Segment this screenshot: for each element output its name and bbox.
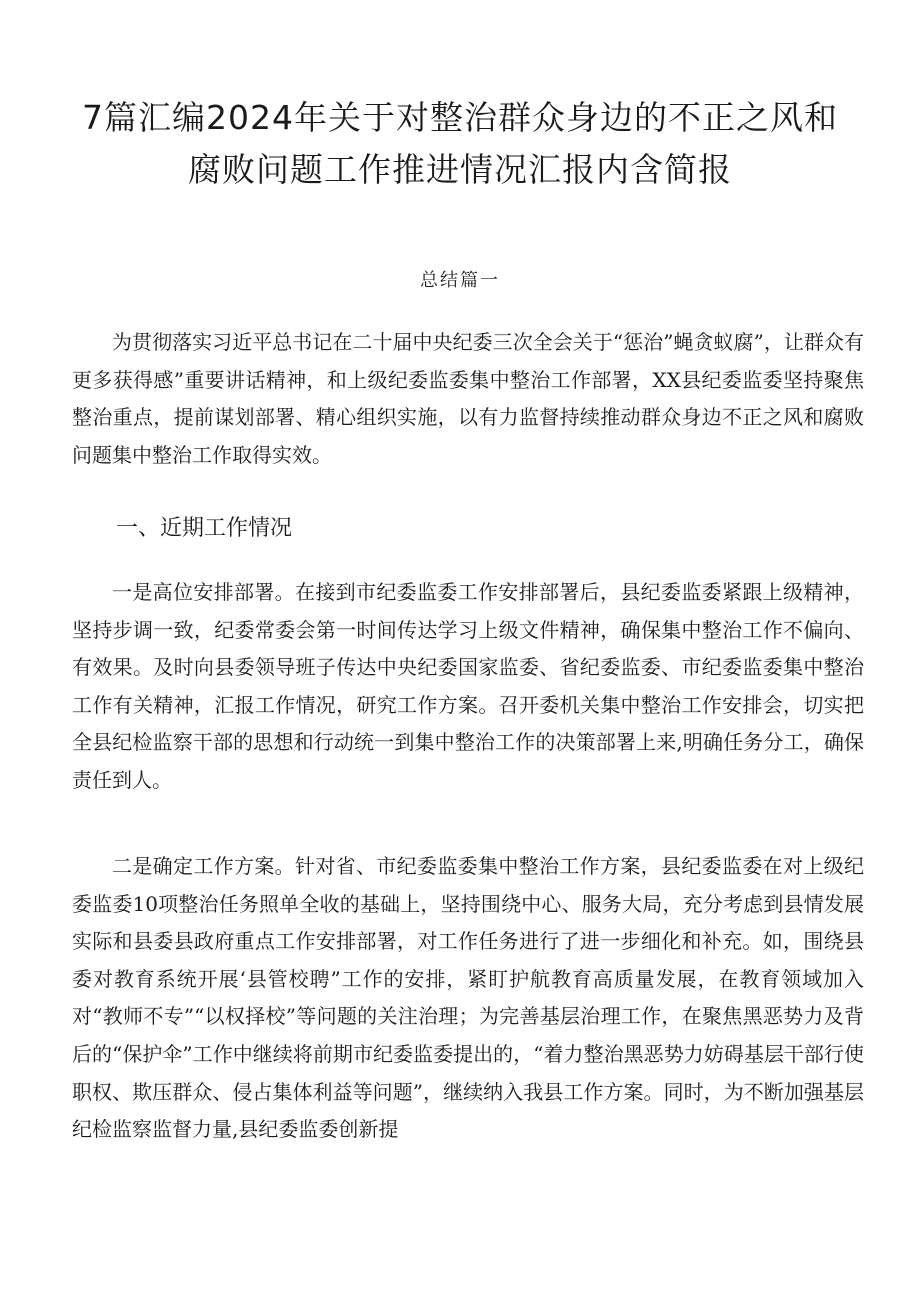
section-paragraph-2: 二是确定工作方案。针对省、市纪委监委集中整治工作方案，县纪委监委在对上级纪委监委10项整治任务照单全收的基础上，坚持围绕中心、服务大局，充分考虑到县情发展实际和县委县政府重点工作安排部署，对工作任务进行了进一步细化和补充。如，围绕县委对教育系统开展‘县管校聘”工作的安排，紧盯护航教育高质量发展，在教育领域加入对“教师不专”“以权择校”等问题的关注治理；为完善基层治理工作，在聚焦黑恶势力及背后的“保护伞”工作中继续将前期市纪委监委提出的，“着力整治黑恶势力妨碍基层干部行使职权、欺压群众、侵占集体利益等问题”，继续纳入我县工作方案。同时，为不断加强基层纪检监察监督力量,县纪委监委创新提 — [72, 854, 864, 1142]
section-heading: 一、近期工作情况 — [116, 516, 293, 541]
document-title: 7篇汇编2024年关于对整治群众身边的不正之风和腐败问题工作推进情况汇报内含简报 — [82, 98, 838, 189]
intro-paragraph: 为贯彻落实习近平总书记在二十届中央纪委三次全会关于“惩治”蝇贪蚁腐”，让群众有更多获得感”重要讲话精神，和上级纪委监委集中整治工作部署，XX县纪委监委坚持聚焦整治重点，提前谋划部署、精心组织实施，以有力监督持续推动群众身边不正之风和腐败问题集中整治工作取得实效。 — [72, 330, 864, 467]
section-paragraph-1: 一是高位安排部署。在接到市纪委监委工作安排部署后，县纪委监委紧跟上级精神，坚持步调一致，纪委常委会第一时间传达学习上级文件精神，确保集中整治工作不偏向、有效果。及时向县委领导班子传达中央纪委国家监委、省纪委监委、市纪委监委集中整治工作有关精神，汇报工作情况，研究工作方案。召开委机关集中整治工作安排会，切实把全县纪检监察干部的思想和行动统一到集中整治工作的决策部署上来,明确任务分工，确保责任到人。 — [72, 580, 864, 792]
document-subtitle: 总结篇一 — [420, 270, 500, 291]
